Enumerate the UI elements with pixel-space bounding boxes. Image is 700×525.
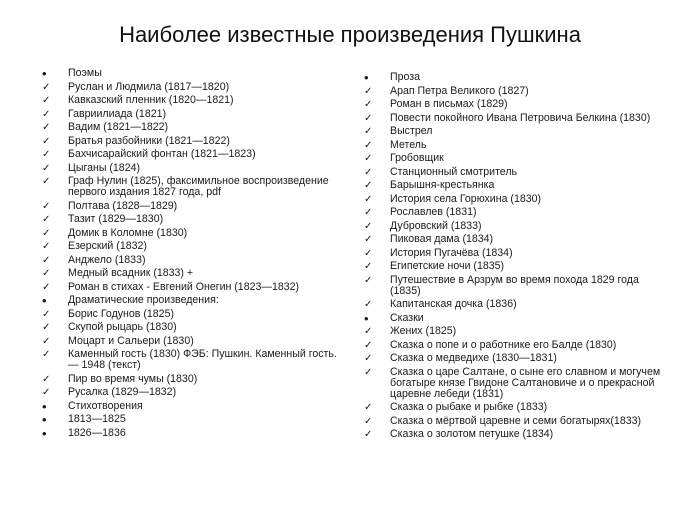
bullet-dot-icon: • (42, 425, 47, 441)
list-item (42, 309, 342, 320)
list-item-text: Кавказский пленник (1820—1821) (68, 94, 234, 106)
checkmark-icon: ✓ (42, 135, 51, 147)
list-item (42, 295, 342, 306)
checkmark-icon: ✓ (42, 335, 51, 347)
list-item (42, 374, 342, 385)
list-item-text: Рославлев (1831) (390, 206, 477, 218)
checkmark-icon: ✓ (42, 241, 51, 252)
list-item (364, 72, 664, 83)
list-item-text: 1826—1836 (68, 426, 126, 439)
checkmark-icon: ✓ (42, 322, 51, 333)
list-item (364, 326, 664, 337)
list-item (42, 149, 342, 160)
list-item (364, 299, 664, 310)
list-item (42, 122, 342, 133)
list-item-text: Каменный гость (1830) ФЭБ: Пушкин. Каменный гость. — 1948 (текст) (68, 348, 337, 371)
checkmark-icon: ✓ (42, 108, 51, 120)
list-item (42, 255, 342, 266)
checkmark-icon: ✓ (42, 81, 51, 93)
list-item-text: Руслан и Людмила (1817—1820) (68, 80, 230, 93)
list-item-text: Братья разбойники (1821—1822) (68, 134, 230, 147)
list-item (42, 214, 342, 225)
list-item (42, 176, 342, 198)
checkmark-icon: ✓ (364, 429, 373, 440)
list-item (42, 322, 342, 333)
checkmark-icon: ✓ (42, 214, 51, 225)
list-item-text: Тазит (1829—1830) (68, 213, 164, 225)
list-item-text: Проза (390, 71, 421, 83)
list-item-text: Езерский (1832) (68, 240, 147, 252)
list-item-text: Русалка (1829—1832) (68, 386, 177, 398)
checkmark-icon: ✓ (364, 126, 373, 137)
checkmark-icon: ✓ (42, 387, 51, 398)
list-item (364, 416, 664, 427)
checkmark-icon: ✓ (364, 85, 373, 97)
list-item-text: Дубровский (1833) (390, 219, 482, 232)
list-item (364, 194, 664, 205)
checkmark-icon: ✓ (364, 153, 373, 164)
list-item (42, 201, 342, 212)
checkmark-icon: ✓ (42, 122, 51, 133)
list-item (364, 429, 664, 440)
list-item-text: Метель (390, 138, 427, 151)
list-item (364, 275, 664, 297)
page-title: Наиболее известные произведения Пушкина (119, 22, 581, 47)
list-item-text: Борис Годунов (1825) (68, 307, 174, 320)
checkmark-icon: ✓ (364, 166, 373, 178)
list-item (42, 398, 342, 414)
list-item-text: Арап Петра Великого (1827) (390, 84, 529, 97)
list-item-text: Граф Нулин (1825), факсимильное воспроизведение первого издания 1827 года, pdf (68, 175, 329, 198)
bullet-dot-icon: • (42, 293, 47, 308)
list-item-text: Полтава (1828—1829) (68, 199, 178, 212)
list-item-text: Медный всадник (1833) + (68, 267, 194, 279)
list-item (42, 282, 342, 293)
list-item (364, 140, 664, 151)
list-item (364, 207, 664, 218)
list-item (364, 340, 664, 351)
list-item (364, 126, 664, 137)
list-item-text: Египетские ночи (1835) (390, 260, 505, 272)
list-item (42, 425, 342, 441)
list-item-text: Гробовщик (390, 152, 444, 164)
list-item (42, 241, 342, 252)
checkmark-icon: ✓ (364, 299, 373, 310)
list-item-text: Сказка о попе и о работнике его Балде (1830) (390, 338, 617, 351)
checkmark-icon: ✓ (42, 162, 51, 174)
list-item-text: Бахчисарайский фонтан (1821—1823) (68, 148, 256, 160)
checkmark-icon: ✓ (42, 281, 51, 293)
list-item-text: Пир во время чумы (1830) (68, 372, 198, 385)
checkmark-icon: ✓ (364, 274, 373, 286)
list-item-text: Цыганы (1824) (68, 161, 141, 174)
bullet-dot-icon: • (364, 70, 369, 85)
checkmark-icon: ✓ (42, 227, 51, 239)
checkmark-icon: ✓ (42, 200, 51, 212)
list-item (42, 268, 342, 279)
checkmark-icon: ✓ (364, 139, 373, 151)
checkmark-icon: ✓ (364, 247, 373, 259)
bullet-dot-icon: • (364, 310, 369, 326)
list-item (42, 95, 342, 106)
list-item (364, 113, 664, 124)
checkmark-icon: ✓ (42, 308, 51, 320)
list-item (364, 353, 664, 364)
list-item (364, 248, 664, 259)
list-item-text: Пиковая дама (1834) (390, 233, 494, 245)
list-item (42, 68, 342, 79)
checkmark-icon: ✓ (364, 234, 373, 245)
checkmark-icon: ✓ (364, 207, 373, 218)
list-item-text: Стихотворения (68, 399, 143, 412)
list-item (364, 261, 664, 272)
list-item (364, 180, 664, 191)
bullet-dot-icon: • (42, 66, 47, 81)
bullet-dot-icon: • (42, 398, 47, 414)
list-item-text: Роман в стихах - Евгений Онегин (1823—1832) (68, 280, 300, 293)
list-item-text: 1813—1825 (68, 413, 126, 425)
list-item-text: Гавриилиада (1821) (68, 107, 167, 120)
checkmark-icon: ✓ (364, 180, 373, 191)
list-item-text: История села Горюхина (1830) (390, 192, 542, 205)
list-item (42, 336, 342, 347)
list-item (42, 349, 342, 371)
checkmark-icon: ✓ (42, 254, 51, 266)
checkmark-icon: ✓ (42, 268, 51, 279)
list-item (364, 310, 664, 326)
list-item-text: Домик в Коломне (1830) (68, 226, 188, 239)
list-item (364, 153, 664, 164)
checkmark-icon: ✓ (42, 176, 51, 187)
list-item (42, 387, 342, 398)
checkmark-icon: ✓ (42, 95, 51, 106)
checkmark-icon: ✓ (364, 99, 373, 110)
list-item-text: Скупой рыцарь (1830) (68, 321, 177, 333)
bullet-dot-icon: • (42, 412, 47, 427)
checkmark-icon: ✓ (364, 339, 373, 351)
list-item (364, 167, 664, 178)
checkmark-icon: ✓ (364, 220, 373, 232)
list-item (364, 234, 664, 245)
list-item-text: Жених (1825) (390, 325, 457, 337)
left-column-list (42, 68, 342, 441)
list-item (42, 414, 342, 425)
checkmark-icon: ✓ (364, 402, 373, 413)
list-item-text: Поэмы (68, 67, 102, 79)
checkmark-icon: ✓ (364, 353, 373, 364)
list-item-text: Станционный смотритель (390, 165, 518, 178)
list-item-text: История Пугачёва (1834) (390, 246, 513, 259)
checkmark-icon: ✓ (364, 193, 373, 205)
list-item-text: Путешествие в Арзрум во время похода 1829 года (1835) (390, 273, 639, 297)
list-item (42, 136, 342, 147)
list-item-text: Сказка о медведихе (1830—1831) (390, 352, 557, 364)
list-item (364, 402, 664, 413)
list-item-text: Сказка о золотом петушке (1834) (390, 428, 554, 440)
list-item (364, 99, 664, 110)
list-item-text: Драматические произведения: (68, 294, 219, 306)
list-item-text: Вадим (1821—1822) (68, 121, 169, 133)
list-item-text: Повести покойного Ивана Петровича Белкина (1830) (390, 111, 651, 124)
list-item (364, 221, 664, 232)
list-item (42, 109, 342, 120)
checkmark-icon: ✓ (364, 415, 373, 427)
list-item-text: Анджело (1833) (68, 253, 146, 266)
list-item-text: Сказка о мёртвой царевне и семи богатырях(1833) (390, 414, 642, 427)
checkmark-icon: ✓ (364, 261, 373, 272)
list-item (364, 86, 664, 97)
checkmark-icon: ✓ (364, 326, 373, 337)
list-item (364, 367, 664, 400)
right-column-list (364, 72, 664, 443)
checkmark-icon: ✓ (364, 366, 373, 378)
checkmark-icon: ✓ (364, 112, 373, 124)
list-item-text: Моцарт и Сальери (1830) (68, 334, 194, 347)
list-item (42, 82, 342, 93)
list-item (42, 228, 342, 239)
list-item-text: Сказка о рыбаке и рыбке (1833) (390, 401, 548, 413)
list-item-text: Капитанская дочка (1836) (390, 298, 517, 310)
list-item-text: Сказки (390, 311, 424, 324)
list-item-text: Сказка о царе Салтане, о сыне его славном и могучем богатыре князе Гвидоне Салтановиче и о прекрасной царевне лебеди (1831) (390, 365, 661, 400)
list-item (42, 163, 342, 174)
checkmark-icon: ✓ (42, 349, 51, 360)
checkmark-icon: ✓ (42, 373, 51, 385)
list-item-text: Барышня-крестьянка (390, 179, 495, 191)
list-item-text: Выстрел (390, 125, 433, 137)
checkmark-icon: ✓ (42, 149, 51, 160)
list-item-text: Роман в письмах (1829) (390, 98, 508, 110)
